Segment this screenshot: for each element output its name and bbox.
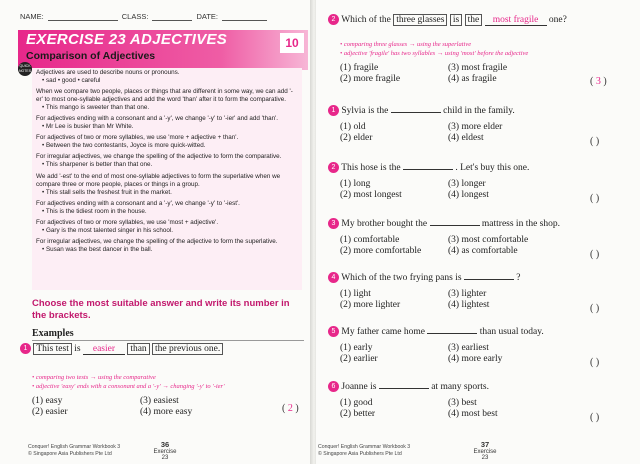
question-stem-end: mattress in the shop. [481, 219, 560, 229]
page-number: 36 [160, 440, 170, 449]
exercise-title: EXERCISE 23 ADJECTIVES [26, 31, 228, 48]
quick-notes-badge: QUICK NOTES [18, 62, 32, 76]
option[interactable]: (2) more comfortable [340, 246, 422, 256]
question-number: 2 [328, 162, 339, 173]
boxed-word: three glasses [393, 14, 447, 26]
note-line: For irregular adjectives, we change the spelling of the adjective to form the comparative. [36, 153, 282, 161]
option[interactable]: (2) more lighter [340, 300, 401, 310]
question-number: 3 [328, 218, 339, 229]
answer-blank[interactable] [427, 333, 477, 334]
option[interactable]: (2) more fragile [340, 74, 401, 84]
question-3 [328, 218, 633, 260]
question-stem-end: child in the family. [443, 106, 515, 116]
option[interactable]: (4) more easy [140, 407, 193, 417]
answer-blank[interactable] [379, 388, 429, 389]
note-line: We add '-est' to the end of most one-syllable adjectives to form the superlative when we compare three or more people, places or things in a group. [36, 172, 281, 188]
note-line: • This is the tidiest room in the house. [42, 207, 147, 215]
note-line: For irregular adjectives, we change the spelling of the adjective to form the superlative. [36, 237, 278, 245]
boxed-word: the [465, 14, 483, 26]
footer-text: Conquer! English Grammar Workbook 3 [28, 444, 121, 450]
question-stem: Joanne is [341, 382, 377, 392]
answer-bracket[interactable]: ( 2 ) [282, 403, 299, 414]
boxed-word: is [450, 14, 462, 26]
option[interactable]: (4) eldest [448, 133, 484, 143]
option[interactable]: (4) as fragile [448, 74, 497, 84]
question-1 [328, 105, 633, 147]
hint: • comparing two tests → using the comparative [32, 374, 156, 381]
answer-value: 3 [595, 76, 601, 87]
footer-right [318, 444, 410, 458]
boxed-word: the previous one. [152, 343, 223, 355]
question-number: 2 [328, 14, 339, 25]
note-line: When we compare two people, places or things that are different in some way, we can add '-er' to most one-syllable adjectives and add the word 'than' after it to form the comparative. [36, 88, 293, 104]
note-line: For adjectives of two or more syllables, we use 'more + adjective + than'. [36, 134, 239, 142]
note-line: • Susan was the best dancer in the ball. [42, 245, 153, 253]
option[interactable]: (2) easier [32, 407, 68, 417]
option[interactable]: (4) more early [448, 354, 503, 364]
question-stem-end: ? [516, 273, 521, 283]
option[interactable]: (1) comfortable [340, 235, 400, 245]
note-line: • Gary is the most talented singer in his school. [42, 226, 174, 234]
question-stem: This hose is the [341, 163, 401, 173]
option[interactable]: (3) most comfortable [448, 235, 529, 245]
question-number: 4 [328, 272, 339, 283]
note-line: • sad • good • careful [42, 77, 101, 85]
footer-exercise: Exercise 23 [473, 449, 497, 461]
name-label: NAME: [20, 12, 44, 21]
footer-text: Conquer! English Grammar Workbook 3 [318, 444, 411, 450]
answer-blank[interactable] [403, 169, 453, 170]
option[interactable]: (4) longest [448, 190, 489, 200]
class-field[interactable] [152, 12, 192, 21]
note-line: • Between the two contestants, Joyce is more quick-witted. [42, 142, 206, 150]
option[interactable]: (1) early [340, 343, 373, 353]
page-number: 37 [480, 440, 490, 449]
option[interactable]: (1) old [340, 122, 366, 132]
option[interactable]: (3) best [448, 398, 477, 408]
option[interactable]: (1) easy [32, 396, 63, 406]
instruction: Choose the most suitable answer and write its number in the brackets. [32, 298, 290, 321]
note-line: For adjectives ending with a consonant and a '-y', we change '-y' to '-ier' and add 'than'. [36, 115, 279, 123]
question-stem: My father came home [341, 327, 425, 337]
class-label: CLASS: [121, 12, 149, 21]
examples-heading: Examples [32, 328, 304, 341]
question-number: 5 [328, 326, 339, 337]
option[interactable]: (1) long [340, 179, 371, 189]
question-2 [328, 162, 633, 204]
option[interactable]: (1) light [340, 289, 371, 299]
note-line: Adjectives are used to describe nouns or pronouns. [36, 69, 180, 76]
footer-text: © Singapore Asia Publishers Pte Ltd [28, 451, 112, 457]
notes-box [32, 68, 302, 290]
boxed-word: This test [33, 343, 71, 355]
question-stem: Sylvia is the [341, 106, 389, 116]
answer-bracket[interactable]: ( ) [590, 193, 600, 204]
note-line: • This mango is sweeter than that one. [42, 104, 150, 112]
exercise-number: 10 [280, 33, 304, 53]
answer-bracket[interactable]: ( ) [590, 136, 600, 147]
option[interactable]: (2) elder [340, 133, 373, 143]
option[interactable]: (3) lighter [448, 289, 487, 299]
question-stem-end: . Let's buy this one. [455, 163, 530, 173]
option[interactable]: (1) good [340, 398, 373, 408]
option[interactable]: (2) earlier [340, 354, 378, 364]
option[interactable]: (3) most fragile [448, 63, 508, 73]
exercise-subtitle: Comparison of Adjectives [26, 50, 156, 62]
footer-left [28, 444, 120, 458]
boxed-word: than [127, 343, 149, 355]
question-stem: Which of the two frying pans is [341, 273, 462, 283]
word: Which of the [341, 15, 391, 25]
option[interactable]: (3) easiest [140, 396, 179, 406]
header-fields [20, 12, 305, 21]
example-1 [20, 343, 305, 417]
question-5 [328, 326, 633, 368]
question-6 [328, 381, 633, 423]
footer-text: © Singapore Asia Publishers Pte Ltd [318, 451, 402, 457]
answer-value: 2 [287, 403, 293, 414]
word: one? [548, 15, 567, 25]
note-line: For adjectives ending with a consonant and a '-y', we change '-y' to '-iest'. [36, 199, 240, 207]
note-line: • This sharpener is better than that one. [42, 161, 153, 169]
hint: • adjective 'easy' ends with a consonant and a '-y' → changing '-y' to '-ier' [32, 383, 225, 390]
answer-blank[interactable] [430, 225, 480, 226]
question-stem-end: than usual today. [479, 327, 544, 337]
answer-blank[interactable] [391, 112, 441, 113]
page-number-right [470, 440, 500, 461]
question-stem: My brother bought the [341, 219, 428, 229]
hint: • adjective 'fragile' has two syllables → using 'most' before the adjective [340, 50, 529, 57]
hint: • comparing three glasses → using the superlative [340, 41, 472, 48]
date-field[interactable] [222, 12, 267, 21]
answer-bracket[interactable]: ( ) [590, 303, 600, 314]
answer-bracket[interactable]: ( ) [590, 249, 600, 260]
option[interactable]: (3) more elder [448, 122, 503, 132]
question-4 [328, 272, 633, 314]
page-number-left [150, 440, 180, 461]
option[interactable]: (2) better [340, 409, 376, 419]
answer-bracket[interactable]: ( ) [590, 412, 600, 423]
word: is [74, 344, 81, 354]
question-number: 6 [328, 381, 339, 392]
note-line: For adjectives of two or more syllables, we use 'most + adjective'. [36, 218, 219, 226]
option[interactable]: (3) earliest [448, 343, 489, 353]
note-line: • Mr Lee is busier than Mr White. [42, 123, 134, 131]
note-line: • This stall sells the freshest fruit in the market. [42, 188, 172, 196]
question-number: 1 [20, 343, 31, 354]
answer-bracket[interactable]: ( ) [590, 357, 600, 368]
name-field[interactable] [48, 12, 118, 21]
answer-blank[interactable]: most fragile [485, 15, 547, 26]
option[interactable]: (1) fragile [340, 63, 379, 73]
answer-bracket[interactable]: ( 3 ) [590, 76, 607, 87]
question-stem-end: at many sports. [431, 382, 490, 392]
answer-blank[interactable] [464, 279, 514, 280]
example-2 [328, 14, 633, 87]
question-number: 1 [328, 105, 339, 116]
option[interactable]: (4) lightest [448, 300, 490, 310]
option[interactable]: (2) most longest [340, 190, 402, 200]
option[interactable]: (3) longer [448, 179, 486, 189]
option[interactable]: (4) most best [448, 409, 498, 419]
date-label: DATE: [196, 12, 218, 21]
option[interactable]: (4) as comfortable [448, 246, 518, 256]
answer-blank[interactable]: easier [83, 344, 125, 355]
footer-exercise: Exercise 23 [153, 449, 177, 461]
